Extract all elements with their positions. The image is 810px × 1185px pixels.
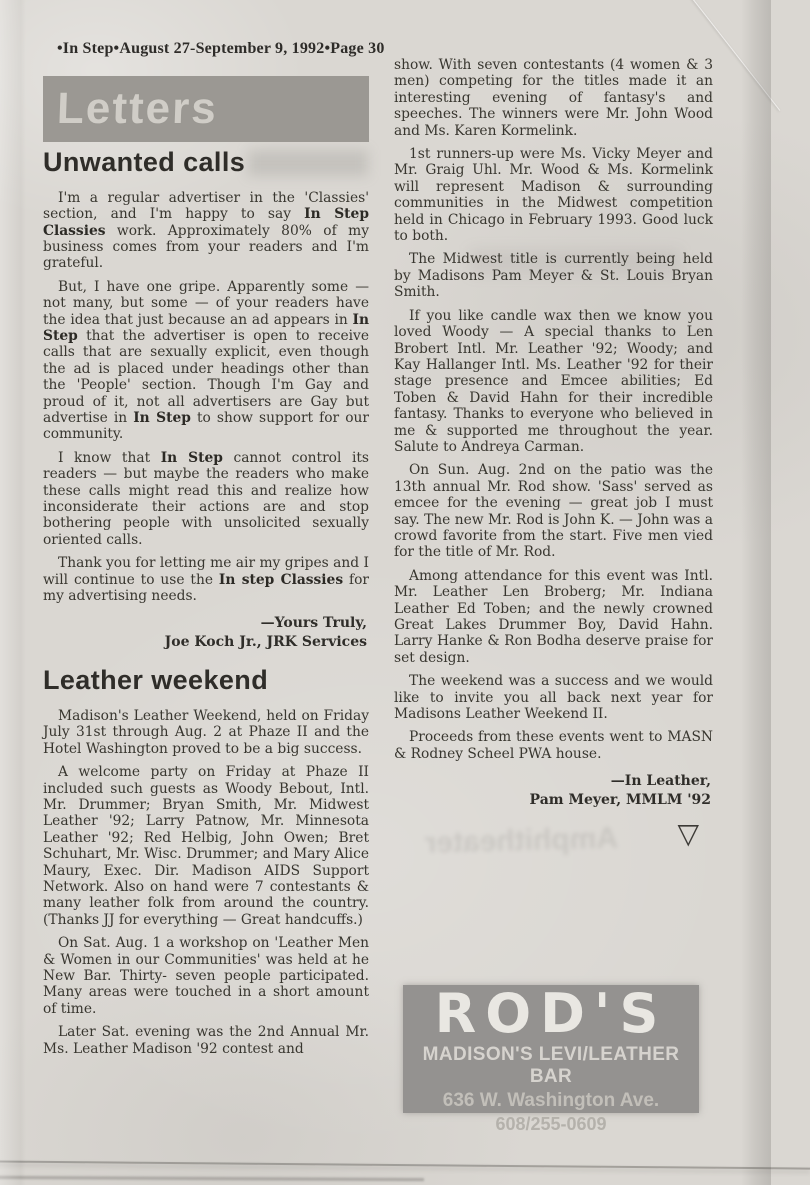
ad-address: 636 W. Washington Ave.: [442, 1089, 660, 1111]
right-column: [394, 57, 713, 851]
signature-line: —In Leather,: [610, 773, 711, 790]
signature-line: Joe Koch Jr., JRK Services: [164, 634, 367, 651]
paragraph: A welcome party on Friday at Phaze II included such guests as Woody Bebout, Intl. Mr. Drummer; Bryan Smith, Mr. Midwest Leather '92; Larry Patnow, Mr. Minnesota Leather '92; Red Helbig, John Owen; Bret Schuhart, Mr. Wisc. Drummer; and Mary Alice Maury, Exec. Dir. Madison AIDS Support Network. Also on hand were 7 contestants & many leather folk from around the country. (Thanks JJ for everything — Great handcuffs.): [43, 764, 369, 928]
paragraph: show. With seven contestants (4 women & 3 men) competing for the titles made it an interesting evening of fantasy's and speeches. The winners were Mr. John Wood and Ms. Karen Kormelink.: [394, 57, 713, 139]
paragraph: I'm a regular advertiser in the 'Classies' section, and I'm happy to say In Step Classies work. Approximately 80% of my business comes from your readers and I'm grateful.: [43, 189, 369, 272]
ad-phone-number: 608/255-0609: [495, 1113, 607, 1134]
page-masthead: •In Step•August 27-September 9, 1992•Page 30: [57, 40, 385, 57]
letter-signature: [43, 614, 367, 652]
paragraph: 1st runners-up were Ms. Vicky Meyer and Mr. Graig Uhl. Mr. Wood & Ms. Kormelink will represent Madison & surrounding communities in the Midwest competition held in Chicago in February 1993. Good luck to both.: [394, 146, 713, 245]
paragraph: But, I have one gripe. Apparently some — not many, but some — of your readers have the idea that just because an ad appears in In Step that the advertiser is open to receive calls that are sexually explicit, even though the ad is placed under headings other than the 'People' section. Though I'm Gay and proud of it, not all advertisers are Gay but advertise in In Step to show support for our community.: [43, 278, 369, 443]
paragraph: Madison's Leather Weekend, held on Friday July 31st through Aug. 2 at Phaze II and the Hotel Washington proved to be a big success.: [43, 707, 369, 757]
letters-section-banner: [43, 76, 369, 142]
signature-line: Pam Meyer, MMLM '92: [529, 792, 711, 809]
bleed-through-ghost-text: Amphitheater: [424, 821, 619, 860]
paragraph: The Midwest title is currently being held by Madisons Pam Meyer & St. Louis Bryan Smith.: [394, 251, 713, 301]
letter-title-leather-weekend: Leather weekend: [43, 665, 269, 696]
paragraph: On Sat. Aug. 1 a workshop on 'Leather Men & Women in our Communities' was held at he New Bar. Thirty- seven people participated. Many areas were touched in a short amount of time.: [43, 935, 369, 1017]
paragraph: If you like candle wax then we know you loved Woody — A special thanks to Len Brobert Intl. Mr. Leather '92; Woody; and Kay Hallanger Intl. Ms. Leather '92 for their stage presence and Emcee abilities; Ed Toben & David Hahn for their incredible fantasy. Thanks to everyone who believed in me & supported me throughout the year. Salute to Andreya Carman.: [394, 307, 713, 455]
paragraph: Later Sat. evening was the 2nd Annual Mr. Ms. Leather Madison '92 contest and: [43, 1024, 369, 1057]
paragraph: I know that In Step cannot control its readers — but maybe the readers who make these calls might read this and realize how inconsiderate their actions are and stop bothering people with unsolicited sexually oriented calls.: [43, 449, 369, 548]
page-edge-shadow: [741, 0, 771, 1185]
letters-section-label: Letters: [56, 84, 219, 133]
rods-bar-advertisement: [403, 982, 699, 1134]
down-triangle-icon: ▽: [677, 817, 699, 851]
ad-business-name: ROD'S: [434, 982, 668, 1045]
paragraph: Among attendance for this event was Intl. Mr. Leather Len Broberg; Mr. Indiana Leather Ed Toben; and the newly crowned Great Lakes Drummer Boy, David Hahn. Larry Hanke & Ron Bodha deserve praise for set design.: [394, 567, 713, 666]
paragraph: Proceeds from these events went to MASN & Rodney Scheel PWA house.: [394, 729, 713, 762]
page-fold-line: [0, 1176, 424, 1181]
signature-line: —Yours Truly,: [260, 615, 367, 632]
ad-tagline: MADISON'S LEVI/LEATHER BAR: [422, 1044, 680, 1087]
letter-signature: [394, 772, 711, 810]
page-edge-shadow: [0, 0, 26, 1185]
left-column: [43, 76, 369, 1064]
paragraph: Thank you for letting me air my gripes and I will continue to use the In step Classies for my advertising needs.: [43, 555, 369, 605]
paragraph: On Sun. Aug. 2nd on the patio was the 13th annual Mr. Rod show. 'Sass' served as emcee for the evening — great job I must say. The new Mr. Rod is John K. — John was a crowd favorite from the start. Five men vied for the title of Mr. Rod.: [394, 462, 713, 561]
letter-title-unwanted-calls: Unwanted calls: [43, 147, 246, 177]
paragraph: The weekend was a success and we would like to invite you all back next year for Madisons Leather Weekend II.: [394, 673, 713, 723]
page-fold-line: [0, 1160, 810, 1169]
